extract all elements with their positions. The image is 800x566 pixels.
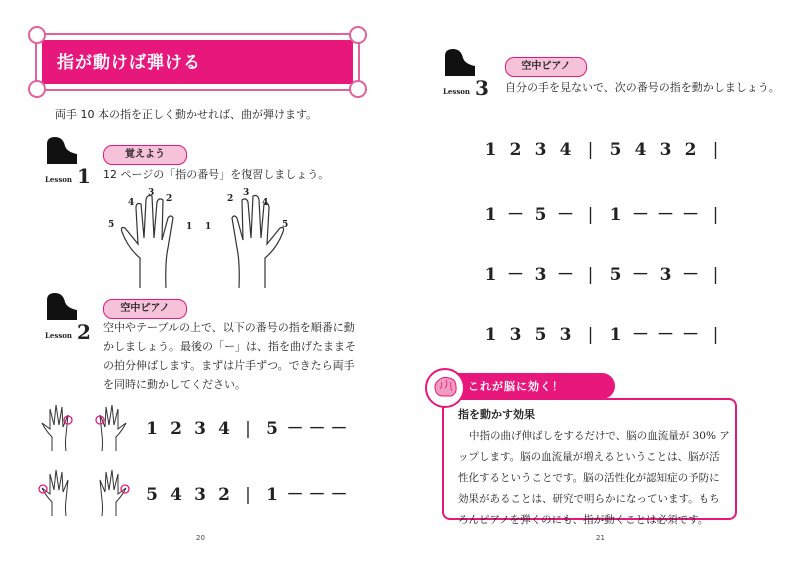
hand-number: 4 [128,198,135,208]
lesson-2-badge: 空中ピアノ [103,299,187,319]
lesson-number: 2 [77,320,91,344]
hands-small-illustration [38,468,130,516]
brain-effect-title: これが脳に効く！ [468,380,564,393]
lesson-2-text: 空中やテーブルの上で、以下の番号の指を順番に動 かしましょう。最後の「ー」は、指を曲げたままそ の拍分伸ばします。まずは片手ずつ。できたら両手 を同時に動かしてください。 [103,321,356,391]
lesson-word: Lesson [45,175,73,184]
hand-number: 1 [186,222,193,232]
lesson-2-marker [45,292,105,342]
hand-number: 5 [282,220,289,230]
hand-number: 3 [148,188,155,198]
hand-number: 3 [243,188,250,198]
lesson-word: Lesson [45,331,73,340]
lesson-1-text: 12 ページの「指の番号」を復習しましょう。 [103,168,330,181]
lesson-1-badge: 覚えよう [103,145,187,165]
title-banner [35,33,360,91]
lesson-word: Lesson [443,87,471,96]
hand-number: 5 [108,220,115,230]
lesson-1-marker [45,136,105,186]
finger-sequence-row: 1 2 3 4 | 5 － － － [146,419,348,439]
lesson-number: 3 [475,76,489,100]
lesson-3-marker [443,48,503,98]
brain-effect-subtitle: 指を動かす効果 [458,408,535,421]
grand-piano-icon [45,136,79,166]
lesson-3-badge: 空中ピアノ [505,57,587,77]
hand-number: 2 [227,194,234,204]
brain-icon [425,368,465,408]
lesson-3-text: 自分の手を見ないで、次の番号の指を動かしましょう。 [505,81,780,94]
finger-sequence-row: 1 － 3 － | 5 － 3 － | [484,265,719,285]
hand-number: 2 [166,194,173,204]
intro-text: 両手 10 本の指を正しく動かせれば、曲が弾けます。 [55,108,318,121]
finger-sequence-row: 1 3 5 3 | 1 － － － | [484,325,719,345]
grand-piano-icon [45,292,79,322]
brain-effect-text: 中指の曲げ伸ばしをするだけで、脳の血流量が 30% アップします。脳の血流量が増えるということは、脳が活性化するということです。脳の活性化が認知症の予防に効果があることは、研究で明らかになっています。もちろんピアノを弾くのにも、指が動くことは必須です。 [458,430,730,526]
hands-small-illustration [38,403,130,451]
finger-sequence-row: 5 4 3 2 | 1 － － － [146,485,348,505]
finger-sequence-row: 1 2 3 4 | 5 4 3 2 | [484,140,719,160]
page-number: 21 [596,534,605,542]
lesson-number: 1 [77,164,91,188]
hand-number: 1 [205,222,212,232]
page-number: 20 [196,534,205,542]
page-title: 指が動けば弾ける [57,53,201,73]
finger-sequence-row: 1 － 5 － | 1 － － － | [484,205,719,225]
grand-piano-icon [443,48,477,78]
hand-number: 4 [262,198,269,208]
